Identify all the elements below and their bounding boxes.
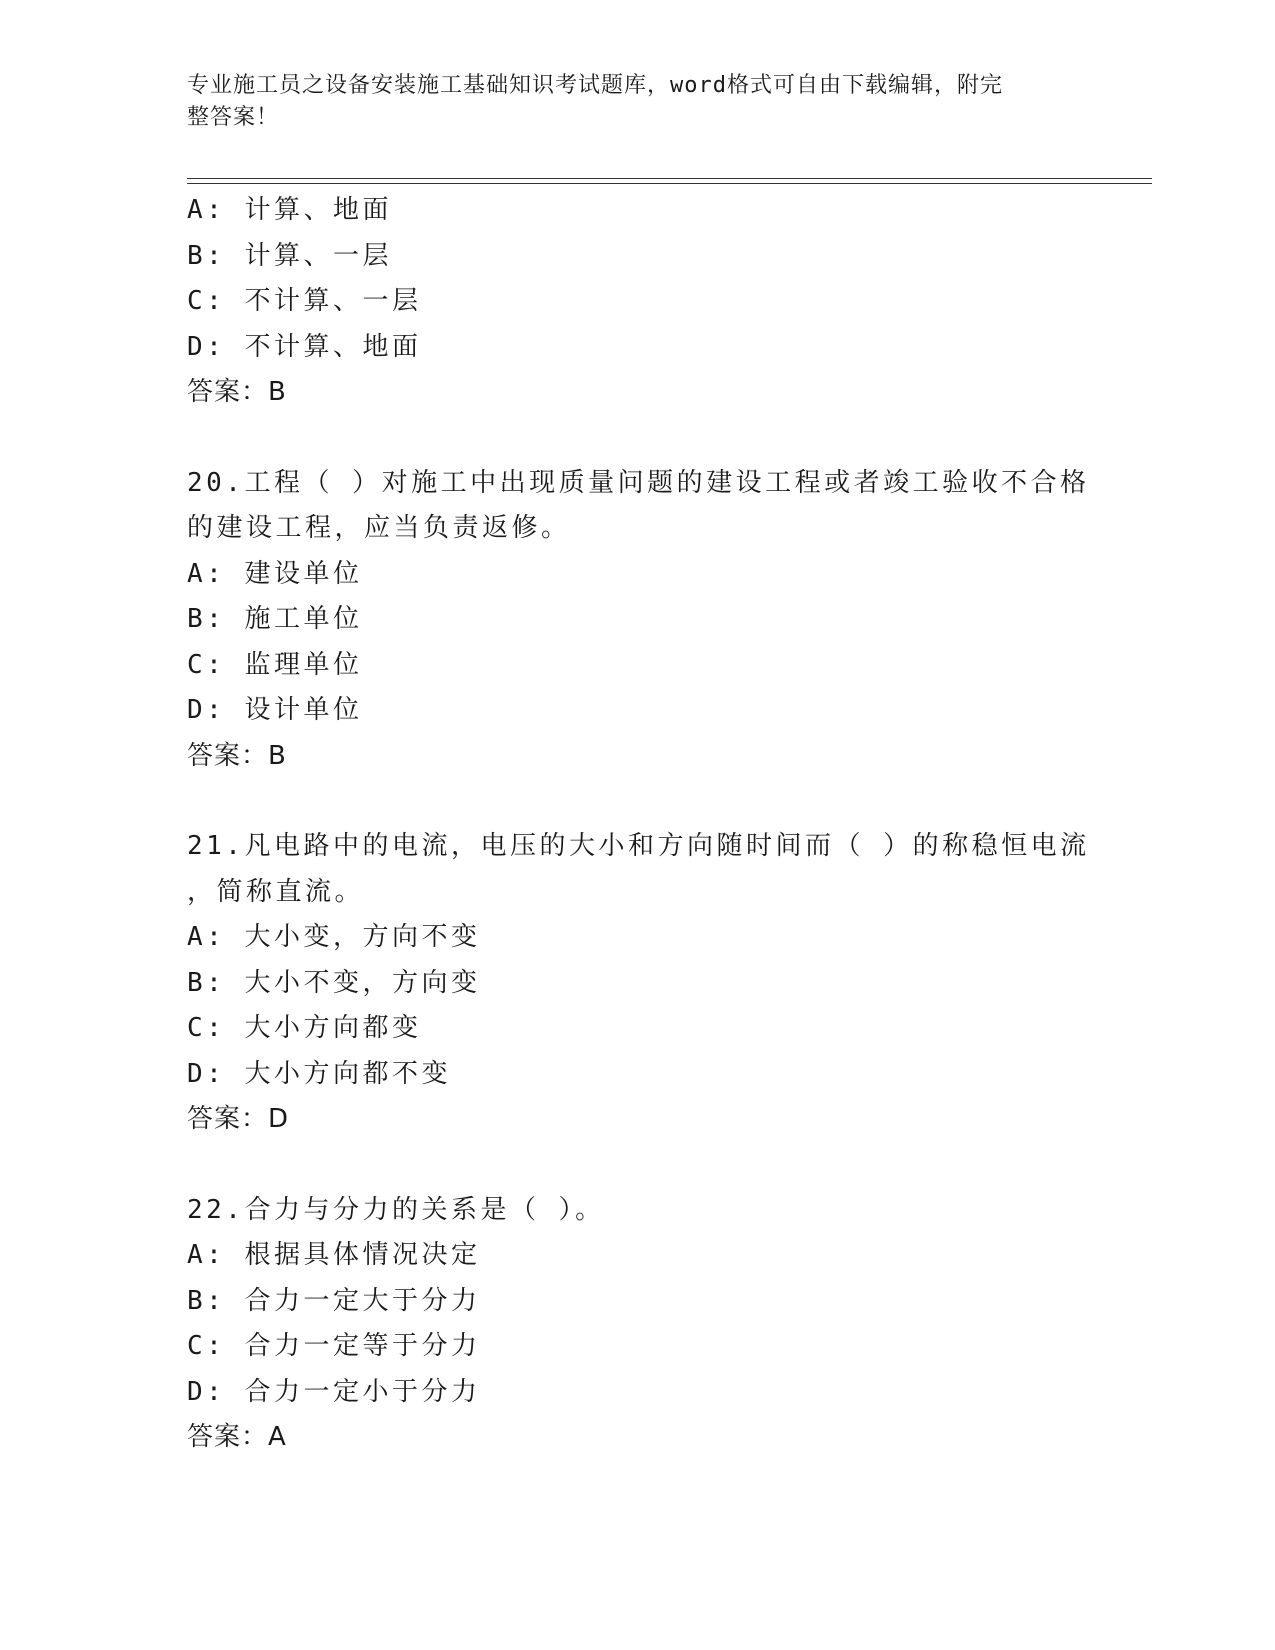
answer-line: 答案：B <box>187 377 287 407</box>
option-b: B: 合力一定大于分力 <box>187 1285 481 1316</box>
question-block-20 <box>187 461 1147 780</box>
question-stem-line-2: ，简称直流。 <box>187 876 365 907</box>
option-d: D: 设计单位 <box>187 695 363 725</box>
option-a: A: 大小变，方向不变 <box>187 922 481 952</box>
question-stem-line-2: 的建设工程，应当负责返修。 <box>187 513 571 543</box>
option-a: A: 计算、地面 <box>187 195 392 225</box>
option-b: B: 施工单位 <box>187 604 363 634</box>
option-a: A: 建设单位 <box>187 558 363 589</box>
header-line-1: 专业施工员之设备安装施工基础知识考试题库，word格式可自由下载编辑，附完 <box>187 73 1003 98</box>
answer-line: 答案：B <box>187 740 287 771</box>
document-header <box>187 70 1067 134</box>
option-c: C: 大小方向都变 <box>187 1013 422 1043</box>
option-b: B: 计算、一层 <box>187 240 392 271</box>
question-block-19-continued <box>187 188 1147 416</box>
question-block-21 <box>187 824 1147 1143</box>
question-block-22 <box>187 1188 1147 1461</box>
header-divider-top <box>187 178 1152 179</box>
option-d: D: 不计算、地面 <box>187 331 422 362</box>
question-stem-line-1: 21.凡电路中的电流，电压的大小和方向随时间而（ ）的称稳恒电流 <box>187 831 1090 861</box>
header-divider-bottom <box>187 183 1152 184</box>
option-c: C: 合力一定等于分力 <box>187 1331 481 1361</box>
option-a: A: 根据具体情况决定 <box>187 1240 481 1270</box>
answer-line: 答案：D <box>187 1104 290 1134</box>
question-stem-line-1: 20.工程（ ）对施工中出现质量问题的建设工程或者竣工验收不合格 <box>187 467 1090 498</box>
header-line-2: 整答案！ <box>187 105 280 130</box>
option-b: B: 大小不变，方向变 <box>187 967 481 998</box>
answer-line: 答案：A <box>187 1422 287 1452</box>
option-d: D: 大小方向都不变 <box>187 1058 451 1089</box>
question-list <box>187 188 1147 1461</box>
option-d: D: 合力一定小于分力 <box>187 1376 481 1407</box>
option-c: C: 监理单位 <box>187 649 363 680</box>
question-stem-line-1: 22.合力与分力的关系是（ ）。 <box>187 1194 605 1225</box>
option-c: C: 不计算、一层 <box>187 286 422 316</box>
